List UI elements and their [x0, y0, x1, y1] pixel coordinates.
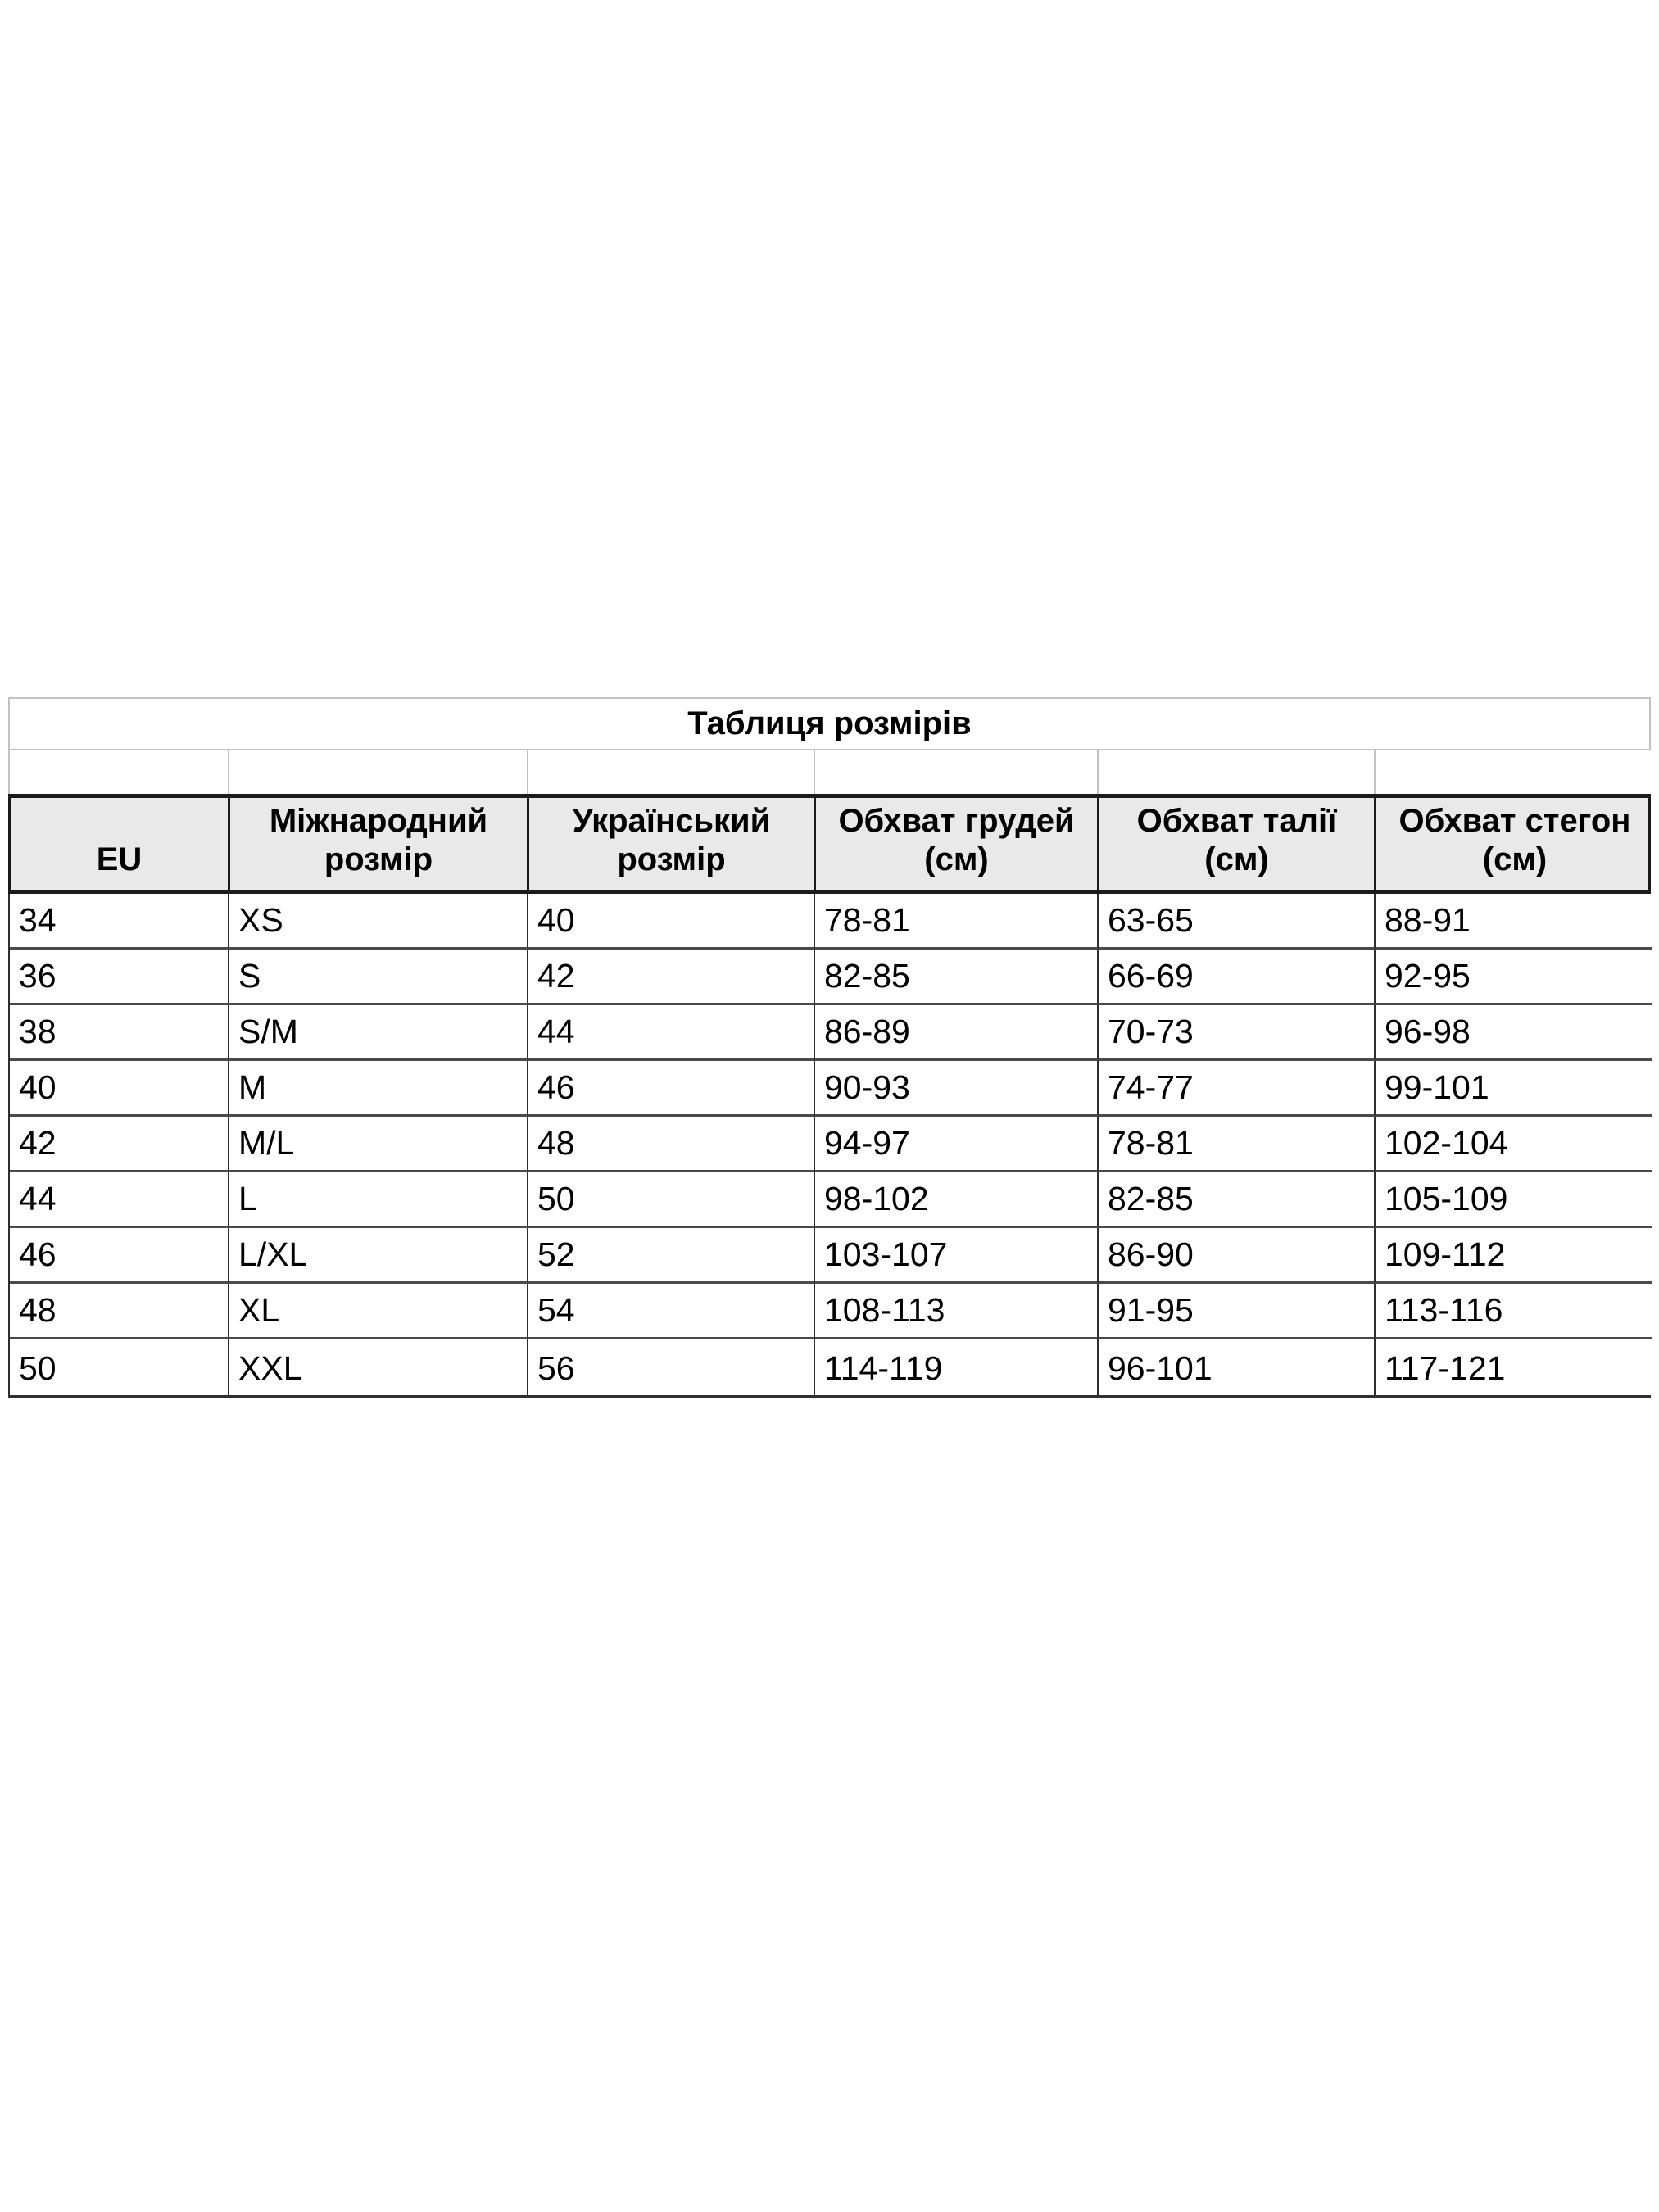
table-cell: 52	[528, 1228, 815, 1284]
header-cell-eu: EU	[11, 798, 230, 890]
table-cell: 88-91	[1376, 894, 1652, 950]
table-cell: 48	[528, 1117, 815, 1172]
table-cell: 90-93	[815, 1061, 1099, 1117]
table-cell: 34	[10, 894, 229, 950]
table-cell: XL	[229, 1284, 528, 1339]
table-cell: 50	[10, 1339, 229, 1395]
table-cell: XXL	[229, 1339, 528, 1395]
spacer-cell	[1099, 750, 1376, 794]
table-cell: 105-109	[1376, 1172, 1652, 1228]
table-cell: 42	[528, 950, 815, 1005]
table-cell: 46	[528, 1061, 815, 1117]
table-cell: 82-85	[815, 950, 1099, 1005]
spacer-cell	[229, 750, 528, 794]
header-cell-chest: Обхват грудей (см)	[816, 798, 1099, 890]
spacer-cell	[815, 750, 1099, 794]
table-cell: 92-95	[1376, 950, 1652, 1005]
table-cell: 44	[528, 1005, 815, 1061]
table-cell: 94-97	[815, 1117, 1099, 1172]
table-cell: 98-102	[815, 1172, 1099, 1228]
table-cell: 91-95	[1099, 1284, 1376, 1339]
table-cell: 48	[10, 1284, 229, 1339]
size-chart-table	[8, 697, 1651, 1398]
table-cell: 102-104	[1376, 1117, 1652, 1172]
table-cell: 46	[10, 1228, 229, 1284]
table-cell: 108-113	[815, 1284, 1099, 1339]
table-cell: 63-65	[1099, 894, 1376, 950]
table-cell: S/M	[229, 1005, 528, 1061]
spacer-cell	[1376, 750, 1652, 794]
table-cell: 96-101	[1099, 1339, 1376, 1395]
table-cell: 66-69	[1099, 950, 1376, 1005]
table-cell: L/XL	[229, 1228, 528, 1284]
header-cell-ua: Український розмір	[529, 798, 816, 890]
table-cell: 50	[528, 1172, 815, 1228]
header-row	[8, 794, 1651, 894]
table-body	[8, 894, 1651, 1398]
table-cell: 78-81	[815, 894, 1099, 950]
table-cell: 40	[528, 894, 815, 950]
table-cell: 103-107	[815, 1228, 1099, 1284]
table-cell: 44	[10, 1172, 229, 1228]
table-cell: M/L	[229, 1117, 528, 1172]
spacer-cell	[528, 750, 815, 794]
table-cell: 70-73	[1099, 1005, 1376, 1061]
table-cell: 96-98	[1376, 1005, 1652, 1061]
table-cell: S	[229, 950, 528, 1005]
table-cell: 42	[10, 1117, 229, 1172]
table-cell: XS	[229, 894, 528, 950]
table-cell: 74-77	[1099, 1061, 1376, 1117]
table-cell: 40	[10, 1061, 229, 1117]
table-cell: 86-89	[815, 1005, 1099, 1061]
table-title: Таблиця розмірів	[10, 699, 1649, 750]
spacer-row	[10, 750, 1649, 794]
table-cell: 86-90	[1099, 1228, 1376, 1284]
table-cell: 109-112	[1376, 1228, 1652, 1284]
table-cell: 36	[10, 950, 229, 1005]
table-cell: 117-121	[1376, 1339, 1652, 1395]
table-cell: 56	[528, 1339, 815, 1395]
table-cell: M	[229, 1061, 528, 1117]
table-cell: 82-85	[1099, 1172, 1376, 1228]
header-cell-waist: Обхват талії (см)	[1099, 798, 1376, 890]
table-cell: 78-81	[1099, 1117, 1376, 1172]
table-cell: 113-116	[1376, 1284, 1652, 1339]
spacer-cell	[10, 750, 229, 794]
table-cell: 38	[10, 1005, 229, 1061]
table-cell: L	[229, 1172, 528, 1228]
table-cell: 54	[528, 1284, 815, 1339]
table-cell: 99-101	[1376, 1061, 1652, 1117]
header-cell-hips: Обхват стегон (см)	[1398, 802, 1631, 877]
table-top-section	[8, 697, 1651, 794]
table-cell: 114-119	[815, 1339, 1099, 1395]
header-cell-intl: Міжнародний розмір	[230, 798, 529, 890]
